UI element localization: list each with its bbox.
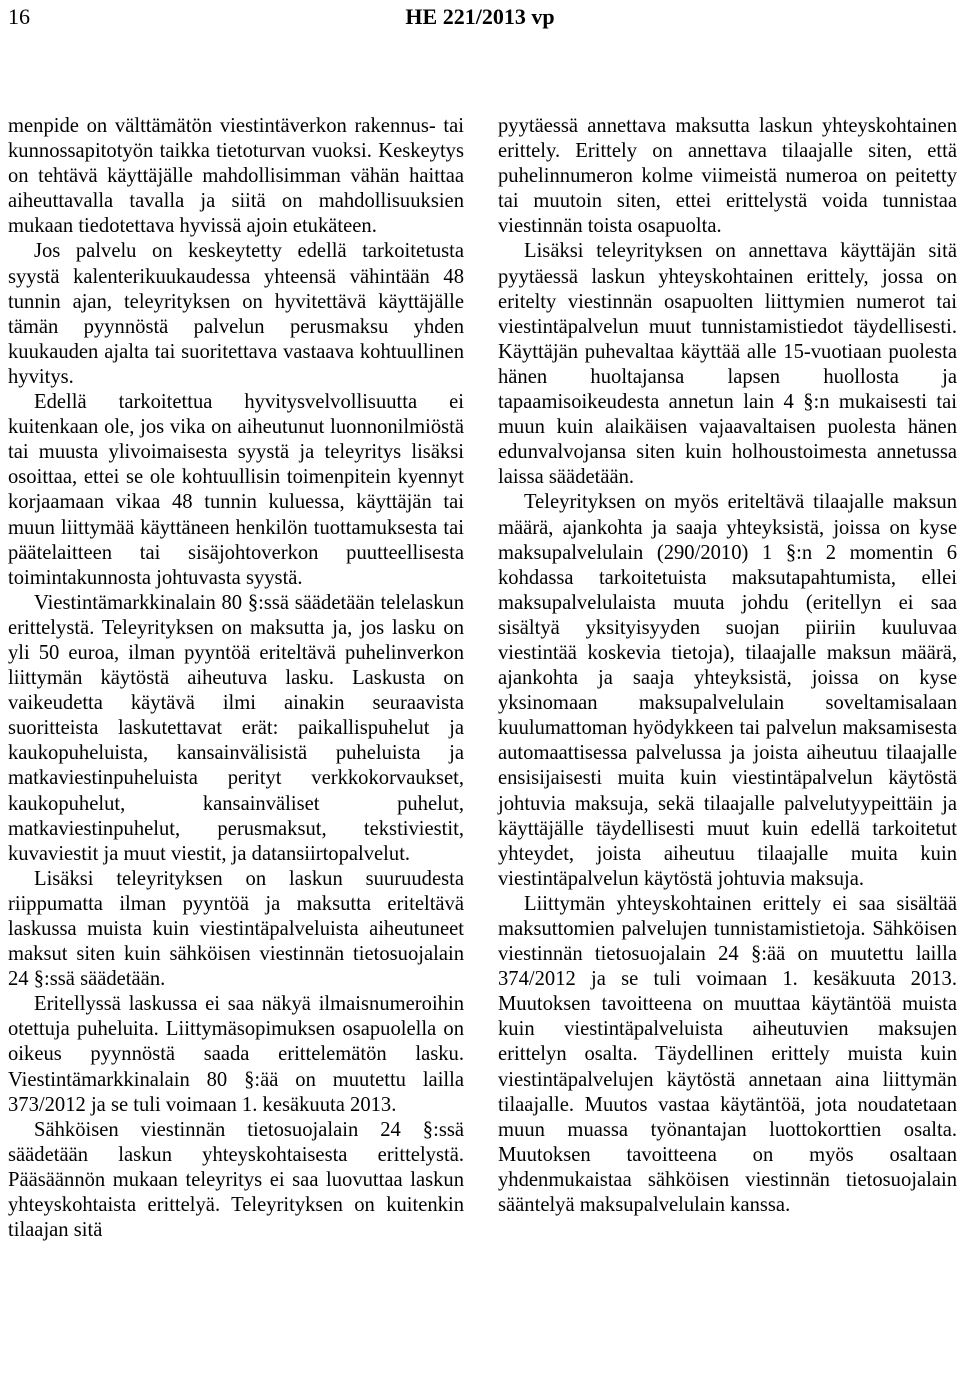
- paragraph: menpide on välttämätön viestintäverkon rakennus- tai kunnossapitotyön taikka tietoturvan vuoksi. Keskeytys on tehtävä käyttäjälle mahdollisimman vähän haittaa aiheuttavalla tavalla ja siitä on mahdollisuuksien mukaan tiedotettava hyvissä ajoin etukäteen.: [8, 115, 464, 238]
- page-header: [0, 0, 960, 40]
- paragraph: Liittymän yhteyskohtainen erittely ei saa sisältää maksuttomien palvelujen tunnistamistietoja. Sähköisen viestinnän tietosuojalain 24 §:ää on muutettu lailla 374/2012 ja se tuli voimaan 1. kesäkuuta 2013. Muutoksen tavoitteena on muuttaa käytäntöä muista kuin viestintäpalveluista aiheutuvien maksujen erittelyn osalta. Täydellinen erittely muista kuin viestintäpalvelujen käytöstä annetaan aina liittymän tilaajalle. Muutos vastaa käytäntöä, jota noudatetaan muun muassa työnantajan luottokorttien osalta. Muutoksen tavoitteena on myös osaltaan yhdenmukaistaa sähköisen viestinnän tietosuojalain sääntelyä maksupalvelulain kanssa.: [498, 892, 957, 1217]
- paragraph: Edellä tarkoitettua hyvitysvelvollisuutta ei kuitenkaan ole, jos vika on aiheutunut luonnonilmiöstä tai muusta ylivoimaisesta syystä ja teleyritys lisäksi osoittaa, ettei se ole kohtuullisin toimenpitein kyennyt korjaamaan vikaa 48 tunnin kuluessa, käyttäjän tai muun liittymää käyttäneen henkilön tuottamuksesta tai päätelaitteen tai sisäjohtoverkon puutteellisesta toimintakunnosta johtuvasta syystä.: [8, 391, 464, 589]
- left-column: [8, 114, 464, 1243]
- paragraph: Lisäksi teleyrityksen on laskun suuruudesta riippumatta ilman pyyntöä ja maksutta eriteltävä laskussa muista kuin viestintäpalveluista aiheutuneet maksut siten kuin sähköisen viestinnän tietosuojalain 24 §:ssä säädetään.: [8, 867, 464, 991]
- page-number: 16: [8, 4, 30, 29]
- paragraph: Jos palvelu on keskeytetty edellä tarkoitetusta syystä kalenterikuukaudessa yhteensä vähintään 48 tunnin ajan, teleyrityksen on hyvitettävä käyttäjälle tämän pyynnöstä palvelun perusmaksu yhden kuukauden ajalta tai suoritettava vastaava kohtuullinen hyvitys.: [8, 240, 464, 388]
- paragraph: Teleyrityksen on myös eriteltävä tilaajalle maksun määrä, ajankohta ja saaja yhteyksistä, joissa on kyse maksupalvelulain (290/2010) 1 §:n 2 momentin 6 kohdassa tarkoitetuista maksutapahtumista, ellei maksupalvelulaista muuta johdu (eritellyn ei saa sisältyä yksityisyyden suojan piiriin kuuluvaa viestintää koskevia tietoja), tilaajalle maksun määrä, ajankohta ja saaja yhteyksistä, joissa on kyse yksinomaan maksupalvelulain soveltamisalaan kuulumattoman hyödykkeen tai palvelun maksamisesta automaattisessa palvelussa ja joista aiheutuu tilaajalle ensisijaisesti muita kuin viestintäpalvelun käytöstä johtuvia maksuja, sekä tilaajalle palvelutyypeittäin ja käyttäjälle täydellisesti muut kuin edellä tarkoitetut yhteydet, joista aiheutuu tilaajalle muita kuin viestintäpalvelun käytöstä johtuvia maksuja.: [498, 491, 957, 890]
- paragraph: Viestintämarkkinalain 80 §:ssä säädetään telelaskun erittelystä. Teleyrityksen on maksutta ja, jos lasku on yli 50 euroa, ilman pyyntöä eriteltävä puhelinverkon liittymän käytöstä aiheutuva lasku. Laskusta on vaikeudetta käytävä ilmi ainakin seuraavista suoritteista laskutettavat erät: paikallispuhelut ja kaukopuheluista, kansainvälisistä puheluista ja matkaviestinpuheluista perityt verkkokorvaukset, kaukopuhelut, kansainväliset puhelut, matkaviestinpuhelut, perusmaksut, tekstiviestit, kuvaviestit ja muut viestit, ja datansiirtopalvelut.: [8, 591, 464, 865]
- paragraph: Lisäksi teleyrityksen on annettava käyttäjän sitä pyytäessä laskun yhteyskohtainen erittely, jossa on eritelty viestinnän osapuolten liittymien numerot tai viestintäpalvelun muut tunnistamistiedot täydellisesti. Käyttäjän puhevaltaa käyttää alle 15-vuotiaan puolesta hänen huoltajansa lapsen huollosta ja tapaamisoikeudesta annetun lain 4 §:n mukaisesti tai muun kuin alaikäisen vajaavaltaisen puolesta hänen edunvalvojansa siten kuin holhoustoimesta annetussa laissa säädetään.: [498, 240, 957, 489]
- paragraph: Eritellyssä laskussa ei saa näkyä ilmaisnumeroihin otettuja puheluita. Liittymäsopimuksen osapuolella on oikeus pyynnöstä saada erittelemätön lasku. Viestintämarkkinalain 80 §:ää on muutettu lailla 373/2012 ja se tuli voimaan 1. kesäkuuta 2013.: [8, 993, 464, 1116]
- paragraph: Sähköisen viestinnän tietosuojalain 24 §:ssä säädetään laskun yhteyskohtaisesta erittelystä. Pääsäännön mukaan teleyritys ei saa luovuttaa laskun yhteyskohtaista erittelyä. Teleyrityksen on kuitenkin tilaajan sitä: [8, 1118, 464, 1242]
- paragraph: pyytäessä annettava maksutta laskun yhteyskohtainen erittely. Erittely on annettava tilaajalle siten, että puhelinnumeron kolme viimeistä numeroa on peitetty tai muutoin siten, ettei erittelystä voida tunnistaa viestinnän toista osapuolta.: [498, 115, 957, 238]
- right-column: [498, 114, 957, 1218]
- document-id: HE 221/2013 vp: [405, 4, 555, 29]
